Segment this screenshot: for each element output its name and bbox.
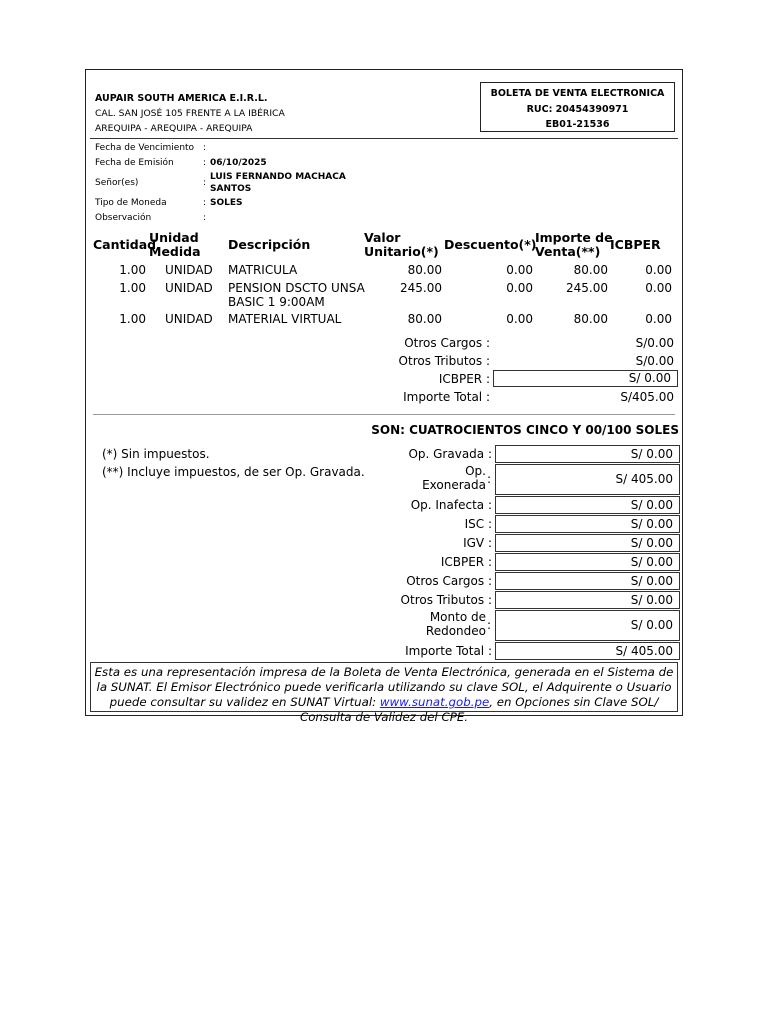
header-divider bbox=[90, 138, 678, 139]
amount-in-words: SON: CUATROCIENTOS CINCO Y 00/100 SOLES bbox=[371, 423, 679, 437]
issuer-name: AUPAIR SOUTH AMERICA E.I.R.L. bbox=[95, 93, 268, 104]
summary-label-importe-total: Importe Total : bbox=[403, 390, 490, 404]
summary-label-otros-cargos: Otros Cargos : bbox=[404, 336, 490, 350]
note-incluye-impuestos: (**) Incluye impuestos, de ser Op. Gravada. bbox=[102, 465, 365, 479]
col-header-descripcion: Descripción bbox=[228, 237, 311, 252]
tax-value-op-exonerada: S/ 405.00 bbox=[495, 464, 680, 495]
summary-value-icbper: S/ 0.00 bbox=[493, 370, 678, 387]
tax-label-igv: IGV : bbox=[463, 536, 492, 550]
summary-value-importe-total: S/405.00 bbox=[620, 390, 674, 404]
tax-label-otros-tributos: Otros Tributos : bbox=[400, 593, 492, 607]
tax-label-op-gravada: Op. Gravada : bbox=[408, 447, 492, 461]
col-header-importe: Importe de Venta(**) bbox=[535, 230, 613, 259]
meta-colon: : bbox=[203, 213, 207, 223]
cell-importe: 80.00 bbox=[573, 312, 608, 326]
footer-text-end: , en Opciones sin Clave SOL/ Consulta de Validez del CPE. bbox=[299, 695, 659, 724]
cell-descuento: 0.00 bbox=[506, 263, 533, 277]
tax-value-icbper: S/ 0.00 bbox=[495, 553, 680, 571]
sunat-link[interactable]: www.sunat.gob.pe bbox=[379, 695, 490, 709]
meta-value-senores: LUIS FERNANDO MACHACA SANTOS bbox=[210, 172, 346, 194]
tax-label-otros-cargos: Otros Cargos : bbox=[406, 574, 492, 588]
tax-label-monto-redondeo: Monto de Redondeo bbox=[425, 610, 486, 638]
cell-cantidad: 1.00 bbox=[119, 263, 146, 277]
tax-label-icbper: ICBPER : bbox=[440, 555, 492, 569]
cell-descuento: 0.00 bbox=[506, 312, 533, 326]
cell-descripcion: MATRICULA bbox=[228, 263, 298, 277]
cell-cantidad: 1.00 bbox=[119, 312, 146, 326]
cell-importe: 245.00 bbox=[566, 281, 608, 295]
col-header-valor: Valor Unitario(*) bbox=[364, 230, 439, 259]
cell-unidad: UNIDAD bbox=[165, 263, 213, 277]
issuer-city: AREQUIPA - AREQUIPA - AREQUIPA bbox=[95, 123, 253, 134]
meta-label-observacion: Observación bbox=[95, 213, 152, 223]
cell-valor: 80.00 bbox=[407, 263, 442, 277]
cell-descripcion: PENSION DSCTO UNSA BASIC 1 9:00AM bbox=[228, 281, 365, 309]
tax-label-op-inafecta: Op. Inafecta : bbox=[410, 498, 492, 512]
meta-label-moneda: Tipo de Moneda bbox=[95, 198, 167, 208]
section-divider bbox=[93, 414, 675, 415]
note-sin-impuestos: (*) Sin impuestos. bbox=[102, 447, 210, 461]
cell-valor: 245.00 bbox=[400, 281, 442, 295]
tax-value-op-gravada: S/ 0.00 bbox=[495, 445, 680, 463]
label-colon: : bbox=[487, 618, 492, 632]
tax-value-importe-total: S/ 405.00 bbox=[495, 642, 680, 660]
tax-value-op-inafecta: S/ 0.00 bbox=[495, 496, 680, 514]
meta-colon: : bbox=[203, 158, 207, 168]
tax-value-isc: S/ 0.00 bbox=[495, 515, 680, 533]
document-id-box bbox=[480, 82, 675, 132]
legal-footer bbox=[90, 662, 678, 724]
tax-value-otros-tributos: S/ 0.00 bbox=[495, 591, 680, 609]
document-ruc: RUC: 20454390971 bbox=[526, 103, 629, 115]
meta-label-emision: Fecha de Emisión bbox=[95, 158, 174, 168]
cell-unidad: UNIDAD bbox=[165, 281, 213, 295]
document-type: BOLETA DE VENTA ELECTRONICA bbox=[490, 88, 665, 99]
col-header-descuento: Descuento(*) bbox=[444, 237, 537, 252]
col-header-unidad: Unidad Medida bbox=[149, 230, 201, 259]
footer-text: Esta es una representación impresa de la Boleta de Venta Electrónica, generada en el Sistema de la SUNAT. El Emisor Electrónico puede verificarla utilizando su clave SOL, el Adquirente o Usuario puede consultar su validez en SUNAT Virtual: bbox=[94, 665, 674, 709]
tax-label-importe-total: Importe Total : bbox=[405, 644, 492, 658]
cell-icbper: 0.00 bbox=[645, 263, 672, 277]
tax-value-igv: S/ 0.00 bbox=[495, 534, 680, 552]
col-header-cantidad: Cantidad bbox=[93, 237, 157, 252]
label-colon: : bbox=[487, 472, 492, 486]
boleta-document bbox=[85, 69, 683, 724]
cell-importe: 80.00 bbox=[573, 263, 608, 277]
summary-label-otros-tributos: Otros Tributos : bbox=[398, 354, 490, 368]
document-number: EB01-21536 bbox=[545, 119, 610, 130]
cell-descripcion: MATERIAL VIRTUAL bbox=[228, 312, 342, 326]
meta-value-moneda: SOLES bbox=[210, 198, 243, 208]
meta-colon: : bbox=[203, 143, 207, 153]
meta-label-senores: Señor(es) bbox=[95, 178, 139, 188]
cell-cantidad: 1.00 bbox=[119, 281, 146, 295]
cell-unidad: UNIDAD bbox=[165, 312, 213, 326]
cell-icbper: 0.00 bbox=[645, 281, 672, 295]
summary-value-otros-tributos: S/0.00 bbox=[635, 354, 674, 368]
cell-valor: 80.00 bbox=[407, 312, 442, 326]
tax-value-otros-cargos: S/ 0.00 bbox=[495, 572, 680, 590]
cell-descuento: 0.00 bbox=[506, 281, 533, 295]
issuer-address: CAL. SAN JOSÉ 105 FRENTE A LA IBÉRICA bbox=[95, 108, 285, 119]
tax-label-op-exonerada: Op. Exonerada bbox=[422, 464, 486, 492]
meta-value-emision: 06/10/2025 bbox=[210, 158, 267, 168]
col-header-icbper: ICBPER bbox=[610, 237, 661, 252]
meta-colon: : bbox=[203, 178, 207, 188]
cell-icbper: 0.00 bbox=[645, 312, 672, 326]
summary-value-otros-cargos: S/0.00 bbox=[635, 336, 674, 350]
meta-label-vencimiento: Fecha de Vencimiento bbox=[95, 143, 195, 153]
tax-label-isc: ISC : bbox=[464, 517, 492, 531]
summary-label-icbper: ICBPER : bbox=[438, 372, 490, 386]
meta-colon: : bbox=[203, 198, 207, 208]
tax-value-monto-redondeo: S/ 0.00 bbox=[495, 610, 680, 641]
